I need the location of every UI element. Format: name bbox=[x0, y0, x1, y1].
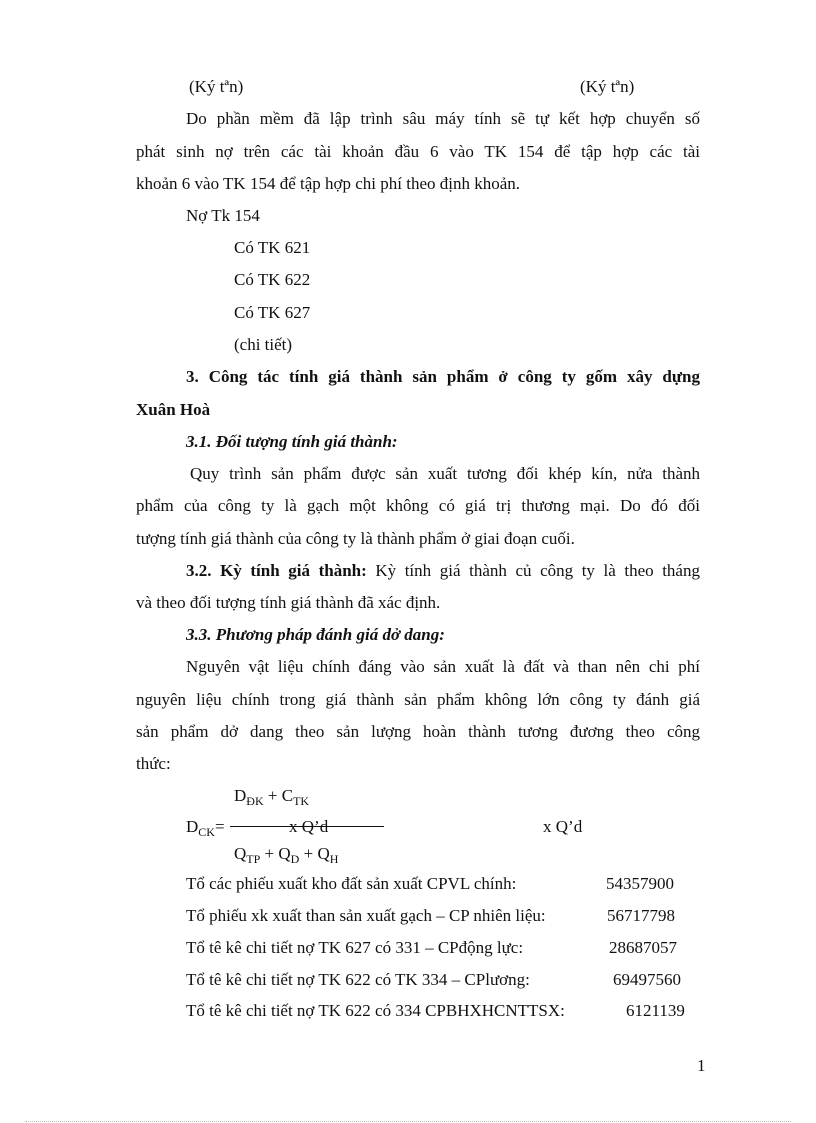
formula-den-q3-sub: H bbox=[329, 852, 339, 866]
total-value: 56717798 bbox=[607, 906, 675, 925]
total-value: 6121139 bbox=[626, 1001, 685, 1020]
total-label: Tổ tê kê chi tiết nợ TK 627 có 331 – CPđộng lực: bbox=[186, 938, 524, 957]
credit-entry-621: Có TK 621 bbox=[234, 238, 311, 257]
formula-equals: = bbox=[214, 817, 225, 836]
section-3-1-line-3: tượng tính giá thành của công ty là thành phẩm ở giai đoạn cuối. bbox=[136, 529, 575, 548]
formula-lhs-sub: CK bbox=[198, 825, 215, 839]
signature-left: (Ký tªn) bbox=[189, 77, 244, 96]
formula-struck-term: x Q’d bbox=[289, 817, 329, 836]
total-label: Tổ tê kê chi tiết nợ TK 622 có 334 CPBHXHCNTTSX: bbox=[186, 1001, 565, 1020]
formula-numerator bbox=[234, 785, 309, 807]
formula-den-q2-sub: D bbox=[290, 852, 300, 866]
section-3-2-line-1 bbox=[186, 560, 700, 582]
section-3-3-line-1: Nguyên vật liệu chính đáng vào sản xuất là đất và than nên chi phí bbox=[186, 657, 700, 676]
formula-lhs bbox=[186, 816, 225, 838]
formula-num-d: D bbox=[234, 786, 247, 805]
formula-right-term: x Q’d bbox=[543, 817, 583, 836]
formula-num-c: C bbox=[281, 786, 294, 805]
page-number: 1 bbox=[697, 1056, 706, 1075]
total-value: 54357900 bbox=[606, 874, 674, 893]
entry-note: (chi tiết) bbox=[234, 335, 293, 354]
intro-line-1: Do phần mềm đã lập trình sâu máy tính sẽ tự kết hợp chuyển số bbox=[186, 109, 700, 128]
intro-line-2: phát sinh nợ trên các tài khoản đầu 6 vào TK 154 để tập hợp các tài bbox=[136, 142, 700, 161]
page-bottom-divider bbox=[25, 1121, 791, 1122]
total-label: Tổ phiếu xk xuất than sản xuất gạch – CP nhiên liệu: bbox=[186, 906, 546, 925]
total-label: Tổ tê kê chi tiết nợ TK 622 có TK 334 – CPlương: bbox=[186, 970, 530, 989]
total-label: Tổ các phiếu xuất kho đất sản xuất CPVL chính: bbox=[186, 874, 517, 893]
section-3-3-line-3: sản phẩm dở dang theo sản lượng hoàn thành tương đương theo công bbox=[136, 722, 700, 741]
debit-entry: Nợ Tk 154 bbox=[186, 206, 260, 225]
formula-plus-2: + bbox=[260, 844, 279, 863]
section-3-heading-cont: Xuân Hoà bbox=[136, 400, 211, 419]
credit-entry-627: Có TK 627 bbox=[234, 303, 311, 322]
section-3-2-line-2: và theo đối tượng tính giá thành đã xác định. bbox=[136, 593, 441, 612]
formula-lhs-d: D bbox=[186, 817, 199, 836]
section-3-3-line-2: nguyên liệu chính trong giá thành sản phẩm không lớn công ty đánh giá bbox=[136, 690, 700, 709]
section-3-2-heading: 3.2. Kỳ tính giá thành: bbox=[186, 561, 367, 580]
section-3-1-line-1: Quy trình sản phẩm được sản xuất tương đối khép kín, nửa thành bbox=[190, 464, 700, 483]
section-3-3-heading: 3.3. Phương pháp đánh giá dở dang: bbox=[186, 625, 445, 644]
formula-den-q3: Q bbox=[317, 844, 330, 863]
formula-den-q1: Q bbox=[234, 844, 247, 863]
formula-den-q1-sub: TP bbox=[246, 852, 261, 866]
section-3-1-line-2: phẩm của công ty là gạch một không có giá trị thương mại. Do đó đối bbox=[136, 496, 700, 515]
total-value: 28687057 bbox=[609, 938, 677, 957]
formula-plus-1: + bbox=[263, 786, 282, 805]
intro-line-3: khoản 6 vào TK 154 để tập hợp chi phí theo định khoản. bbox=[136, 174, 521, 193]
total-value: 69497560 bbox=[613, 970, 681, 989]
formula-denominator bbox=[234, 843, 338, 865]
section-3-2-text: Kỳ tính giá thành củ công ty là theo tháng bbox=[366, 561, 700, 580]
formula-num-c-sub: TK bbox=[293, 794, 310, 808]
formula-num-d-sub: ĐK bbox=[246, 794, 264, 808]
section-3-heading: 3. Công tác tính giá thành sản phẩm ở công ty gốm xây dựng bbox=[186, 367, 700, 386]
formula-plus-3: + bbox=[299, 844, 318, 863]
formula-den-q2: Q bbox=[278, 844, 291, 863]
section-3-3-line-4: thức: bbox=[136, 754, 171, 773]
section-3-1-heading: 3.1. Đối tượng tính giá thành: bbox=[186, 432, 398, 451]
signature-right: (Ký tªn) bbox=[580, 77, 635, 96]
credit-entry-622: Có TK 622 bbox=[234, 270, 311, 289]
